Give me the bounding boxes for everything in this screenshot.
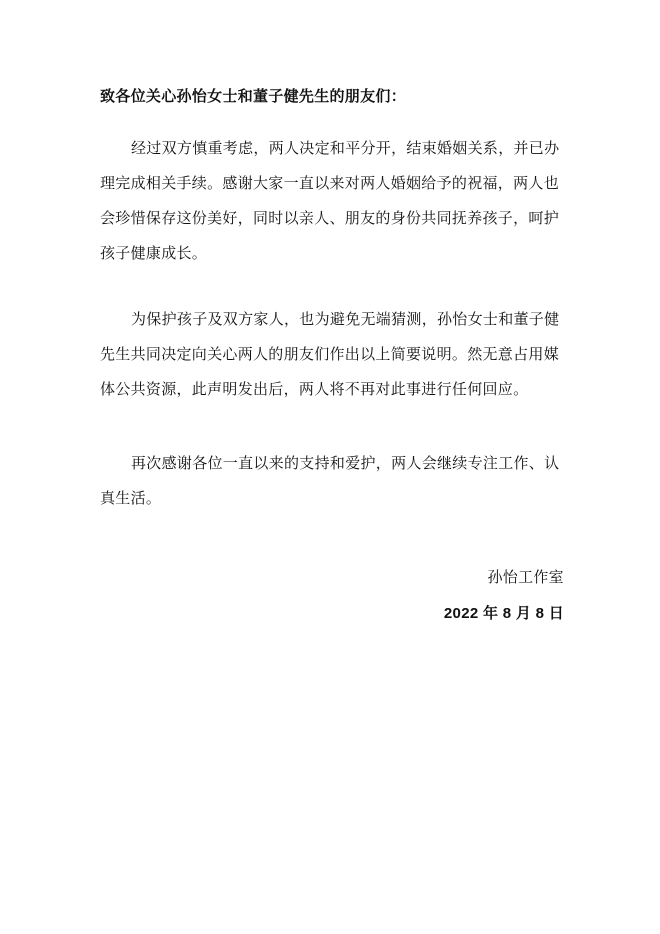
paragraph-line: 先生共同决定向关心两人的朋友们作出以上简要说明。然无意占用媒 [100,345,560,363]
paragraph-line: 会珍惜保存这份美好，同时以亲人、朋友的身份共同抚养孩子，呵护 [100,209,560,227]
date: 2022 年 8 月 8 日 [443,605,564,622]
paragraph-1 [100,131,564,271]
signature: 孙怡工作室 [487,568,564,586]
paragraph-line: 为保护孩子及双方家人，也为避免无端猜测，孙怡女士和董子健 [131,310,560,328]
paragraph-line: 理完成相关手续。感谢大家一直以来对两人婚姻给予的祝福，两人也 [100,174,560,192]
paragraph-line: 真生活。 [100,489,162,507]
paragraph-3 [100,446,564,516]
paragraph-line: 经过双方慎重考虑，两人决定和平分开，结束婚姻关系，并已办 [131,139,560,157]
paragraph-line: 孩子健康成长。 [100,244,208,262]
paragraph-line: 再次感谢各位一直以来的支持和爱护，两人会继续专注工作、认 [131,454,560,472]
greeting: 致各位关心孙怡女士和董子健先生的朋友们： [100,87,407,105]
paragraph-line: 体公共资源，此声明发出后，两人将不再对此事进行任何回应。 [100,380,529,398]
paragraph-2 [100,302,564,407]
